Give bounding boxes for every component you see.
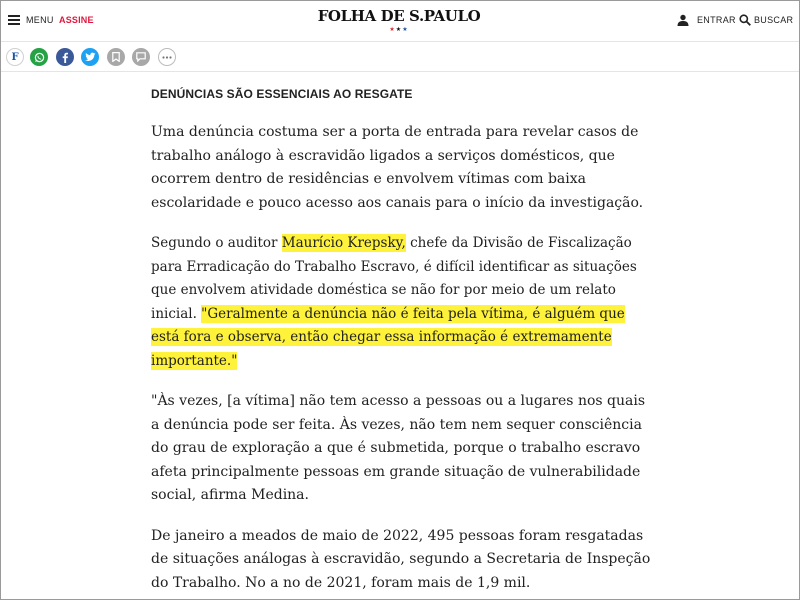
- highlighted-name: Maurício Krepsky,: [281, 235, 406, 251]
- article-paragraph-4: De janeiro a meados de maio de 2022, 495 pessoas foram resgatadas de situações análogas à escravidão, segundo a Secretaria de Inspeção do Trabalho. No a no de 2021, foram mais de 1,9 mil.: [151, 527, 651, 591]
- paragraph-2-middle: chefe da Divisão de Fiscalização para Erradicação do Trabalho Escravo, é difícil identificar as situações que envolvem atividade doméstica se não for por meio de um relato inicial.: [151, 235, 637, 322]
- more-icon[interactable]: [158, 48, 176, 66]
- article-paragraph-2: [151, 232, 651, 373]
- highlighted-quote: "Geralmente a denúncia não é feita pela vítima, é alguém que está fora e observa, então chegar essa informação é extremamente importante.": [151, 305, 625, 369]
- facebook-icon[interactable]: [56, 48, 74, 66]
- comment-icon[interactable]: [132, 48, 150, 66]
- bookmark-icon[interactable]: [107, 48, 125, 66]
- share-toolbar: [1, 42, 799, 72]
- article-paragraph-3: "Às vezes, [a vítima] não tem acesso a pessoas ou a lugares nos quais a denúncia pode ser feita. Às vezes, não tem nem sequer consciência do grau de exploração a que é submetida, porque o trabalho escravo afeta principalmente pessoas em grande situação de vulnerabilidade social, afirma Medina.: [151, 393, 646, 503]
- login-link[interactable]: ENTRAR: [697, 15, 736, 25]
- folha-icon[interactable]: F: [6, 48, 24, 66]
- user-icon[interactable]: [677, 14, 689, 26]
- site-header: [1, 1, 799, 42]
- article-paragraph-1: Uma denúncia costuma ser a porta de entrada para revelar casos de trabalho análogo à escravidão ligados a serviços domésticos, que ocorrem dentro de residências e envolvem vítimas com baixa escolaridade e pouco acesso aos canais para o início da investigação.: [151, 124, 644, 211]
- menu-button[interactable]: MENU: [26, 15, 54, 25]
- search-button[interactable]: BUSCAR: [754, 15, 794, 25]
- article-body: [151, 87, 651, 600]
- logo-text: FOLHA DE S.PAULO: [317, 7, 481, 25]
- whatsapp-icon[interactable]: [30, 48, 48, 66]
- logo-stars: ★★★: [389, 27, 409, 33]
- twitter-icon[interactable]: [81, 48, 99, 66]
- paragraph-2-intro: Segundo o auditor: [151, 235, 282, 251]
- section-subheading: DENÚNCIAS SÃO ESSENCIAIS AO RESGATE: [151, 87, 413, 101]
- site-logo[interactable]: [301, 7, 497, 33]
- hamburger-menu-icon[interactable]: [8, 15, 20, 25]
- search-icon[interactable]: [739, 14, 751, 26]
- subscribe-link[interactable]: ASSINE: [59, 15, 94, 25]
